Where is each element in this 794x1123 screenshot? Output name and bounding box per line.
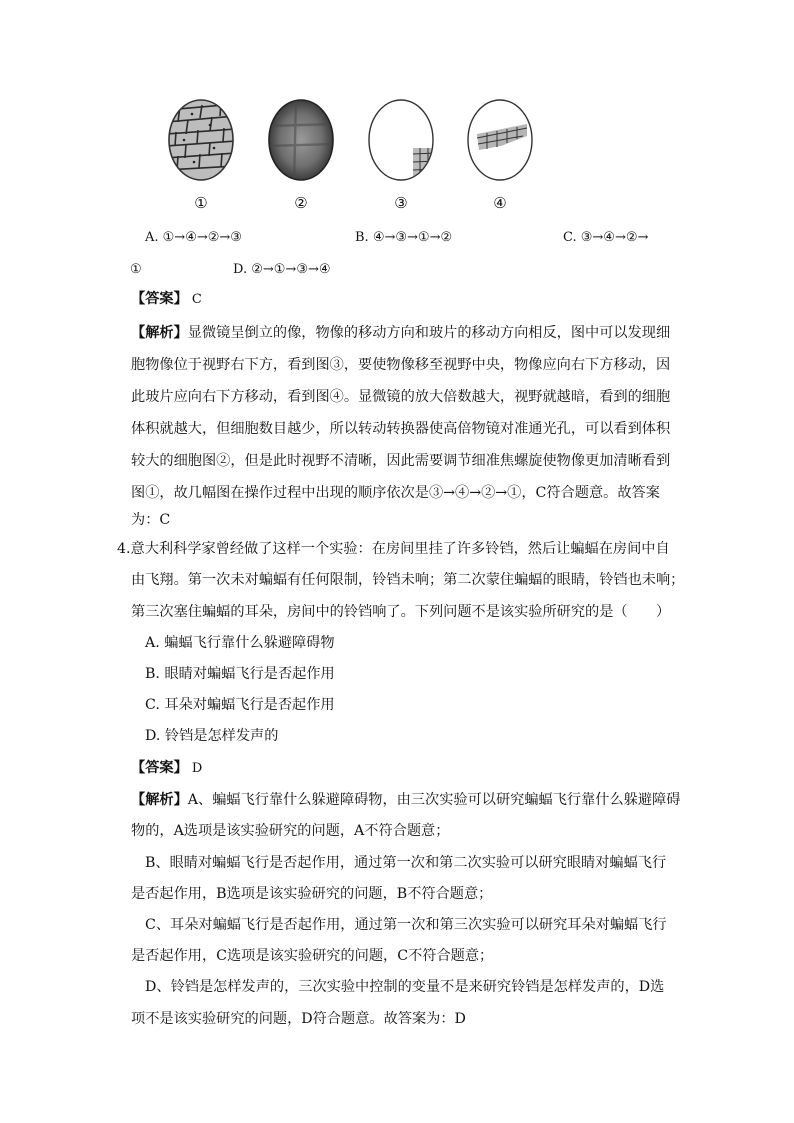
q3-answer-value: C	[191, 292, 202, 307]
microscope-view-4-image	[465, 96, 535, 191]
q4-analysis-line-2: 物的，A选项是该实验研究的问题，A不符合题意；	[131, 823, 450, 839]
q3-option-c: C. ③→④→②→	[563, 230, 649, 245]
q4-analysis-line-1: 【解析】A、蝙蝠飞行靠什么躲避障碍物，由三次实验可以研究蝙蝠飞行靠什么躲避障碍	[131, 792, 681, 808]
q3-analysis-line-7: 为：C	[131, 512, 171, 528]
q3-answer-tag: 【答案】	[131, 291, 188, 307]
q4-option-a: A. 蝙蝠飞行靠什么躲避障碍物	[145, 635, 335, 651]
figure-1-label: ①	[194, 194, 208, 212]
q4-option-c: C. 耳朵对蝙蝠飞行是否起作用	[145, 697, 335, 713]
q4-option-d: D. 铃铛是怎样发声的	[145, 728, 279, 744]
microscope-view-2-image	[266, 96, 336, 191]
q4-analysis-line-5: C、耳朵对蝙蝠飞行是否起作用，通过第一次和第三次实验可以研究耳朵对蝙蝠飞行	[145, 917, 667, 933]
q4-answer-value: D	[191, 761, 203, 776]
figure-1-clear-cells	[166, 96, 236, 221]
figure-3-lower-right-cells	[366, 96, 436, 221]
q4-analysis-tag: 【解析】	[131, 792, 188, 808]
figure-4-centered-cells	[465, 96, 535, 221]
q3-answer	[131, 289, 202, 310]
q4-answer-tag: 【答案】	[131, 760, 188, 776]
q3-option-b: B. ④→③→①→②	[355, 230, 453, 245]
q3-analysis-line-1: 【解析】显微镜呈倒立的像，物像的移动方向和玻片的移动方向相反，图中可以发现细	[131, 325, 671, 341]
q3-analysis-line-3: 此玻片应向右下方移动，看到图④。显微镜的放大倍数越大，视野就越暗，看到的细胞	[131, 389, 671, 405]
figure-2-label: ②	[294, 194, 308, 212]
q4-analysis-line-6: 是否起作用，C选项是该实验研究的问题，C不符合题意；	[131, 948, 494, 964]
q4-analysis-line-8: 项不是该实验研究的问题，D符合题意。故答案为：D	[131, 1011, 466, 1027]
q4-option-b: B. 眼睛对蝙蝠飞行是否起作用	[145, 666, 335, 682]
q3-analysis-tag: 【解析】	[131, 325, 188, 341]
q3-option-d: D. ②→①→③→④	[233, 262, 331, 277]
q3-analysis-line-2: 胞物像位于视野右下方，看到图③，要使物像移至视野中央，物像应向右下方移动，因	[131, 357, 671, 373]
q4-analysis-line-4: 是否起作用，B选项是该实验研究的问题，B不符合题意；	[131, 886, 493, 902]
microscope-view-1-image	[166, 96, 236, 191]
q3-analysis-line-5: 较大的细胞图②，但是此时视野不清晰，因此需要调节细准焦螺旋使物像更加清晰看到	[131, 453, 671, 469]
q4-stem-line-1: 4.意大利科学家曾经做了这样一个实验：在房间里挂了许多铃铛，然后让蝙蝠在房间中自	[117, 541, 670, 557]
q3-option-a: A. ①→④→②→③	[145, 230, 242, 245]
microscope-figure	[160, 96, 540, 221]
figure-4-label: ④	[493, 194, 507, 212]
q4-stem-line-2: 由飞翔。第一次未对蝙蝠有任何限制，铃铛未响；第二次蒙住蝙蝠的眼睛，铃铛也未响；	[131, 572, 685, 588]
q4-stem-line-3: 第三次塞住蝙蝠的耳朵，房间中的铃铛响了。下列问题不是该实验所研究的是（ ）	[131, 604, 671, 620]
q4-analysis-line-7: D、铃铛是怎样发声的，三次实验中控制的变量不是来研究铃铛是怎样发声的，D选	[145, 979, 665, 995]
figure-3-label: ③	[394, 194, 408, 212]
q3-analysis-line-6: 图①，故几幅图在操作过程中出现的顺序依次是③→④→②→①，C符合题意。故答案	[131, 485, 660, 501]
q3-analysis-line-4: 体积就越大，但细胞数目越少，所以转动转换器使高倍物镜对准通光孔，可以看到体积	[131, 421, 671, 437]
microscope-view-3-image	[366, 96, 436, 191]
q3-option-c-continued: ①	[130, 262, 142, 277]
q4-analysis-line-3: B、眼睛对蝙蝠飞行是否起作用，通过第一次和第二次实验可以研究眼睛对蝙蝠飞行	[145, 855, 667, 871]
q4-answer	[131, 758, 202, 779]
figure-2-blurry-cells	[266, 96, 336, 221]
